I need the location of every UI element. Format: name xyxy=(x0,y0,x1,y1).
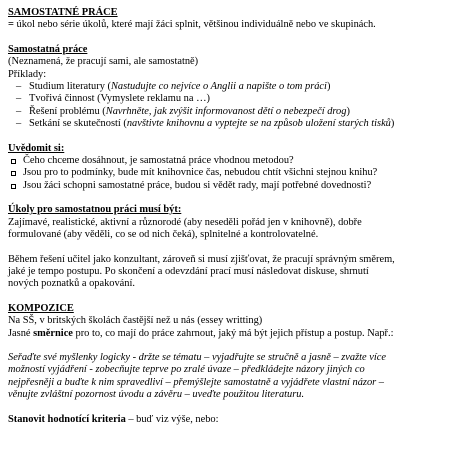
list-item-text: Řešení problému (Navrhněte, jak zvýšit informovanost dětí o nebezpečí drog) xyxy=(29,105,350,117)
dash-bullet: – xyxy=(16,93,22,105)
list-item-text: Setkání se skutečností (navštivte knihovnu a vyptejte se na způsob uložení starých tisků) xyxy=(29,118,395,130)
paragraph-line: nových poznatků a opakování. xyxy=(8,278,135,290)
kompozice-line-1: Na SŠ, v britských školách častější než u nás (essey writting) xyxy=(8,315,263,327)
checkbox-bullet-icon xyxy=(8,155,23,167)
italic-paragraph-line: věnujte zvláštní pozornost úvodu a závěru – uveďte použitou literaturu. xyxy=(8,389,305,401)
list-item xyxy=(8,118,452,130)
definition-line xyxy=(8,19,452,31)
dash-bullet: – xyxy=(16,118,22,130)
checkbox-bullet-icon xyxy=(8,180,23,192)
list-item xyxy=(8,106,452,118)
heading-samostatna-prace: Samostatná práce xyxy=(8,43,88,55)
heading-ukoly: Úkoly pro samostatnou práci musí být: xyxy=(8,204,182,216)
dash-bullet: – xyxy=(16,81,22,93)
italic-paragraph-line: nejpřesněji a buďte k nim spravedliví – přemýšlejte samostatně a vyjádřete vlastní názor – xyxy=(8,376,384,388)
paragraph-line: formulované (aby věděli, co se od nich čeká), splnitelné a kontrolovatelné. xyxy=(8,229,319,241)
list-item-text: Jsou žáci schopni samostatné práce, budou si vědět rady, mají potřebné dovednosti? xyxy=(23,179,372,191)
examples-label: Příklady: xyxy=(8,68,47,80)
note-line: (Neznamená, že pracují sami, ale samostatně) xyxy=(8,56,199,68)
list-item-text: Čeho chceme dosáhnout, je samostatná práce vhodnou metodou? xyxy=(23,155,294,167)
dash-bullet: – xyxy=(16,105,22,117)
section-title-samostatne-prace: SAMOSTATNÉ PRÁCE xyxy=(8,7,118,18)
list-item-text: Studium literatury (Nastudujte co nejvíce o Anglii a napište o tom práci) xyxy=(29,81,331,93)
heading-uvedomit-si: Uvědomit si: xyxy=(8,142,65,154)
list-item xyxy=(8,81,452,93)
section-title-kompozice: KOMPOZICE xyxy=(8,302,74,314)
criteria-line xyxy=(8,414,452,426)
paragraph-line: Zajímavé, realistické, aktivní a různorodé (aby neseděli pořád jen v knihovně), dobře xyxy=(8,216,362,228)
definition-text: úkol nebo série úkolů, které mají žáci splnit, většinou individuálně nebo ve skupinách. xyxy=(13,19,376,31)
criteria-bold: Stanovit hodnotící kriteria xyxy=(8,413,126,425)
list-item xyxy=(8,167,452,179)
list-item xyxy=(8,155,452,167)
list-item-text: Jsou pro to podmínky, bude mít knihovnice čas, nebudou chtít všichni stejnou knihu? xyxy=(23,167,378,179)
paragraph-line: Během řešení učitel jako konzultant, zároveň si musí zjišťovat, že pracují správným směrem, xyxy=(8,253,395,265)
criteria-rest: – buď viz výše, nebo: xyxy=(125,413,219,425)
list-item xyxy=(8,93,452,105)
kompozice-line-2: Jasné směrnice pro to, co mají do práce zahrnout, jaký má být jejich přístup a postup. Např.: xyxy=(8,327,394,339)
italic-paragraph-line: Seřaďte své myšlenky logicky - držte se tématu – vyjadřujte se stručně a jasně – zvažte více xyxy=(8,351,386,363)
list-item-text: Tvořivá činnost (Vymyslete reklamu na …) xyxy=(29,93,210,105)
definition-equals: = xyxy=(8,19,14,31)
italic-paragraph-line: možností vyjádření - zobecňujte teprve po zralé úvaze – předkládejte názory jiných co xyxy=(8,364,365,376)
list-item xyxy=(8,180,452,192)
checkbox-bullet-icon xyxy=(8,167,23,179)
paragraph-line: jaké je tempo postupu. Po skončení a odevzdání prací musí následovat diskuse, shrnutí xyxy=(8,265,369,277)
